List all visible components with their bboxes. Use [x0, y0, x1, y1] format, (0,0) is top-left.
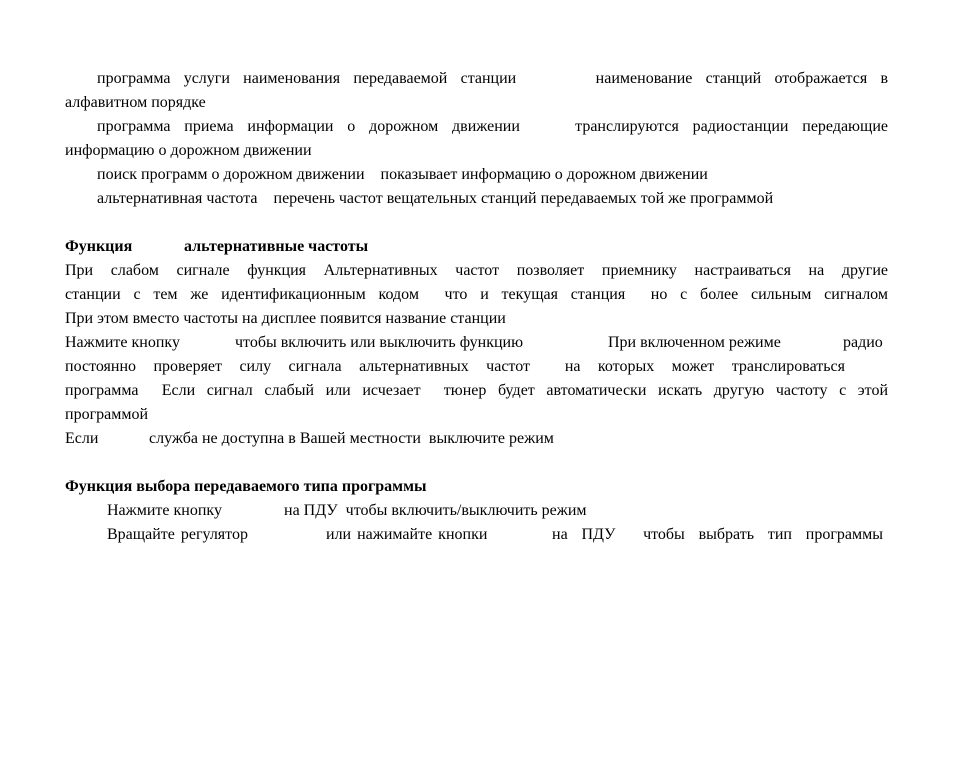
text-line: постоянно проверяет силу сигнала альтернативных частот на которых может транслироваться: [65, 358, 845, 375]
text-line: программой: [65, 406, 149, 423]
section-heading: Функция: [65, 238, 133, 255]
text-line: радио: [843, 334, 883, 351]
text-line: на ПДУ чтобы выбрать тип программы: [552, 526, 883, 543]
text-line: программа услуги наименования передаваемой станции наименование станций отображается в: [97, 70, 888, 87]
section-heading: Функция выбора передаваемого типа программы: [65, 478, 427, 495]
text-line: алфавитном порядке: [65, 94, 206, 111]
text-line: на ПДУ чтобы включить/выключить режим: [284, 502, 587, 519]
text-line: или нажимайте кнопки: [326, 526, 488, 543]
text-line: Нажмите кнопку: [65, 334, 180, 351]
text-line: Нажмите кнопку: [107, 502, 222, 519]
text-line: Если: [65, 430, 99, 447]
text-line: При слабом сигнале функция Альтернативных частот позволяет приемнику настраиваться на другие: [65, 262, 888, 279]
section-heading: альтернативные частоты: [184, 238, 369, 255]
text-line: При включенном режиме: [608, 334, 781, 351]
text-line: Вращайте регулятор: [107, 526, 248, 543]
text-line: При этом вместо частоты на дисплее появится название станции: [65, 310, 506, 327]
text-line: альтернативная частота перечень частот вещательных станций передаваемых той же программой: [97, 190, 774, 207]
text-line: станции с тем же идентификационным кодом что и текущая станция но с более сильным сигналом: [65, 286, 888, 303]
text-line: чтобы включить или выключить функцию: [235, 334, 524, 351]
text-line: программа Если сигнал слабый или исчезает тюнер будет автоматически искать другую частоту с этой: [65, 382, 888, 399]
text-line: служба не доступна в Вашей местности выключите режим: [149, 430, 554, 447]
text-line: поиск программ о дорожном движении показывает информацию о дорожном движении: [97, 166, 708, 183]
text-line: информацию о дорожном движении: [65, 142, 312, 159]
text-line: программа приема информации о дорожном движении транслируются радиостанции передающие: [97, 118, 888, 135]
